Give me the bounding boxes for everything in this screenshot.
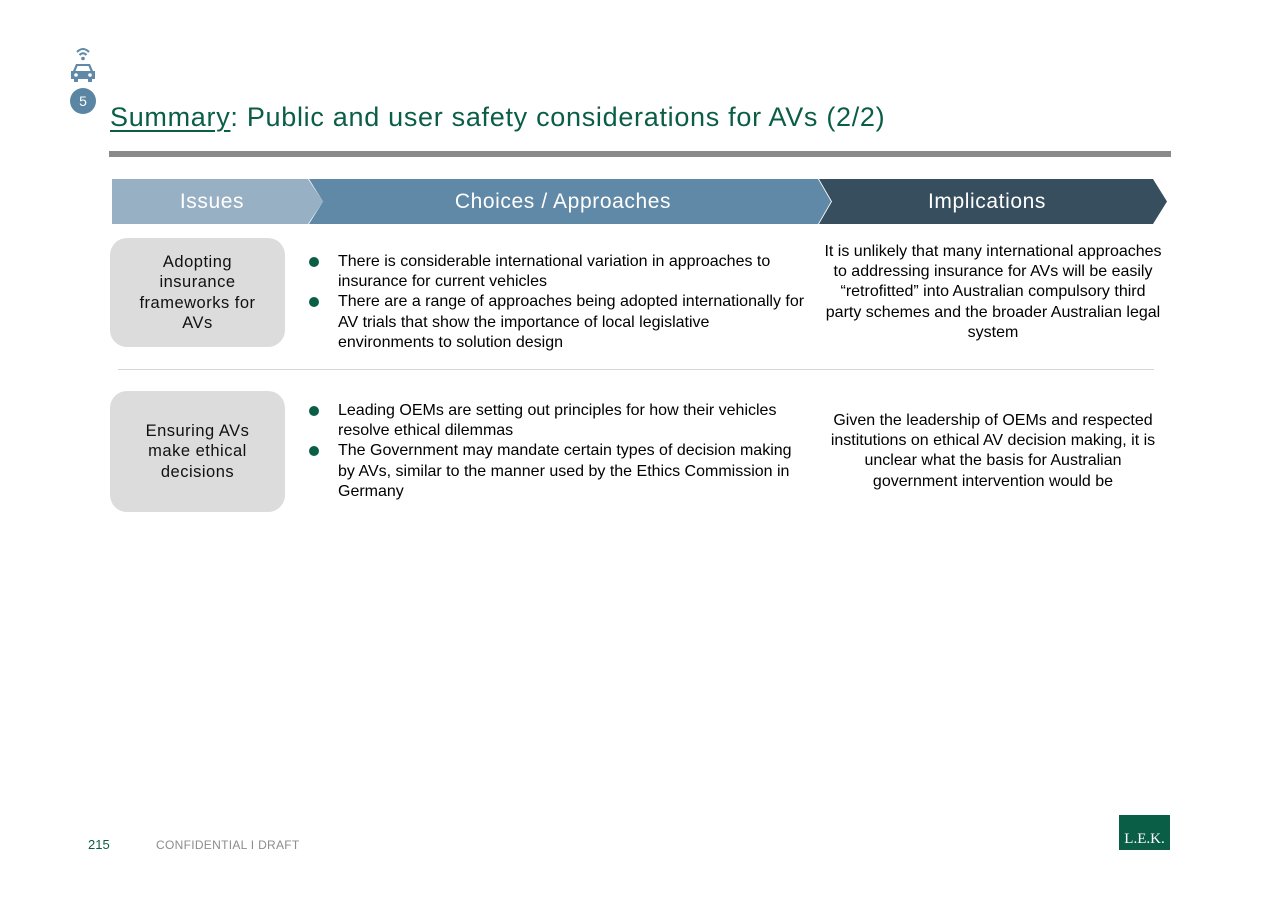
list-item bbox=[309, 441, 809, 502]
row-divider bbox=[118, 369, 1154, 370]
choice-text: Leading OEMs are setting out principles for how their vehicles resolve ethical dilemmas bbox=[338, 402, 777, 440]
column-header-choices: Choices / Approaches bbox=[454, 190, 672, 213]
lek-logo: L.E.K. bbox=[1119, 815, 1170, 850]
bullet-dot-icon bbox=[309, 406, 319, 416]
list-item bbox=[309, 292, 809, 353]
choices-list-ethics bbox=[309, 401, 809, 502]
list-item bbox=[309, 252, 809, 292]
bullet-dot-icon bbox=[309, 257, 319, 267]
confidential-label: CONFIDENTIAL I DRAFT bbox=[156, 838, 300, 852]
implication-ethics: Given the leadership of OEMs and respected institutions on ethical AV decision making, it is unclear what the basis for Australian government intervention would be bbox=[830, 412, 1156, 490]
issue-text: Adopting insurance frameworks for AVs bbox=[139, 252, 256, 332]
list-item bbox=[309, 401, 809, 441]
issue-label-insurance bbox=[110, 238, 285, 347]
autonomous-car-icon bbox=[68, 46, 98, 84]
title-underlined-part: Summary bbox=[110, 102, 231, 132]
implication-insurance: It is unlikely that many international approaches to addressing insurance for AVs will be easily “retrofitted” into Australian compulsory third party schemes and the broader Australian legal system bbox=[824, 243, 1162, 341]
choices-list-insurance bbox=[309, 252, 809, 353]
choice-text: The Government may mandate certain types of decision making by AVs, similar to the manner used by the Ethics Commission in Germany bbox=[338, 442, 792, 500]
choice-text: There is considerable international variation in approaches to insurance for current vehicles bbox=[338, 253, 771, 291]
bullet-dot-icon bbox=[309, 446, 319, 456]
choice-text: There are a range of approaches being adopted internationally for AV trials that show the importance of local legislative environments to solution design bbox=[338, 293, 805, 351]
issue-label-ethics bbox=[110, 391, 285, 512]
section-number-badge: 5 bbox=[70, 88, 96, 114]
title-main-part: : Public and user safety considerations for AVs (2/2) bbox=[230, 102, 886, 132]
issue-text: Ensuring AVs make ethical decisions bbox=[145, 421, 250, 481]
column-header-issues: Issues bbox=[179, 190, 245, 213]
title-rule bbox=[109, 151, 1171, 157]
column-header-implications: Implications bbox=[927, 190, 1047, 213]
page-number: 215 bbox=[88, 837, 110, 852]
page-title bbox=[110, 102, 885, 133]
column-headers bbox=[110, 179, 1170, 224]
bullet-dot-icon bbox=[309, 297, 319, 307]
